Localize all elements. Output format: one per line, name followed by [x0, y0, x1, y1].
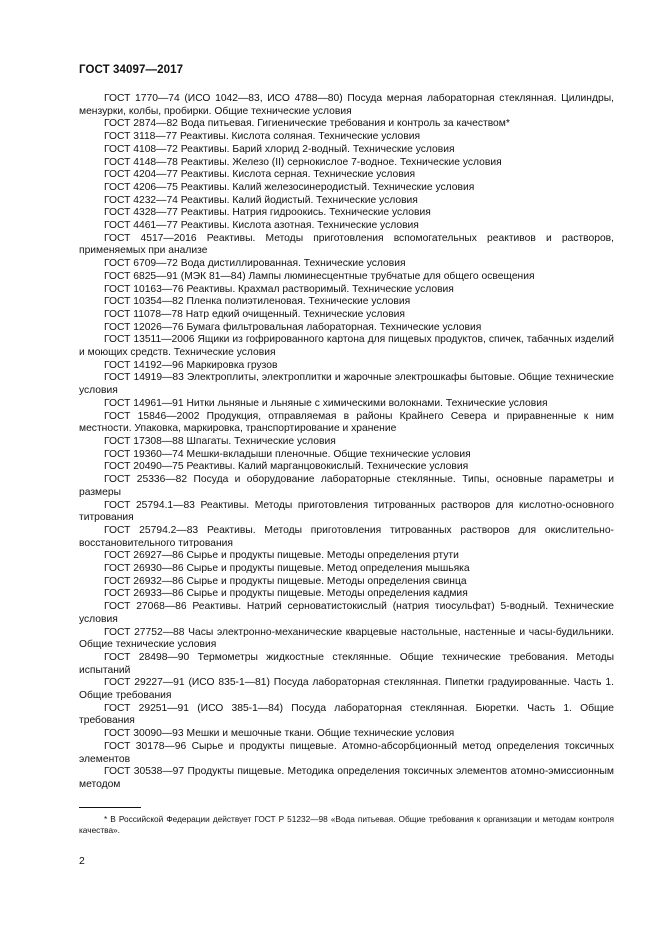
reference-entry: ГОСТ 10163—76 Реактивы. Крахмал растворимый. Технические условия	[104, 283, 454, 295]
reference-entry: ГОСТ 19360—74 Мешки-вкладыши пленочные. Общие технические условия	[104, 448, 471, 460]
reference-entry: ГОСТ 26933—86 Сырье и продукты пищевые. Методы определения кадмия	[104, 588, 468, 600]
reference-entry: ГОСТ 13511—2006 Ящики из гофрированного картона для пищевых продуктов, спичек, табачных изделий и моющих средств. Технические условия	[79, 334, 614, 359]
reference-entry: ГОСТ 12026—76 Бумага фильтровальная лабораторная. Технические условия	[104, 321, 482, 333]
reference-entry: ГОСТ 25794.1—83 Реактивы. Методы приготовления титрованных растворов для кислотно-основного титрования	[79, 499, 614, 524]
reference-entry: ГОСТ 26927—86 Сырье и продукты пищевые. Методы определения ртути	[104, 550, 459, 562]
reference-entry: ГОСТ 17308—88 Шпагаты. Технические условия	[104, 435, 336, 447]
reference-entry: ГОСТ 3118—77 Реактивы. Кислота соляная. Технические условия	[104, 131, 421, 143]
reference-entry: ГОСТ 4148—78 Реактивы. Железо (II) сернокислое 7-водное. Технические условия	[104, 156, 502, 168]
reference-entry: ГОСТ 26932—86 Сырье и продукты пищевые. Методы определения свинца	[104, 575, 467, 587]
reference-entry: ГОСТ 6709—72 Вода дистиллированная. Технические условия	[104, 258, 406, 270]
reference-entry: ГОСТ 14192—96 Маркировка грузов	[104, 359, 278, 371]
document-header: ГОСТ 34097—2017	[79, 64, 184, 76]
reference-entry: ГОСТ 4108—72 Реактивы. Барий хлорид 2-водный. Технические условия	[104, 143, 455, 155]
reference-entry: ГОСТ 1770—74 (ИСО 1042—83, ИСО 4788—80) Посуда мерная лабораторная стеклянная. Цилиндры, мензурки, колбы, пробирки. Общие технические условия	[79, 93, 614, 117]
reference-entry: ГОСТ 4206—75 Реактивы. Калий железосинеродистый. Технические условия	[104, 181, 475, 193]
reference-entry: ГОСТ 4461—77 Реактивы. Кислота азотная. Технические условия	[104, 220, 419, 232]
reference-entry: ГОСТ 6825—91 (МЭК 81—84) Лампы люминесцентные трубчатые для общего освещения	[104, 270, 535, 282]
reference-entry: ГОСТ 27068—86 Реактивы. Натрий серноватистокислый (натрия тиосульфат) 5-водный. Технические условия	[79, 601, 614, 625]
reference-entry: ГОСТ 26930—86 Сырье и продукты пищевые. Метод определения мышьяка	[104, 563, 470, 575]
reference-entry: ГОСТ 14919—83 Электроплиты, электроплитки и жарочные электрошкафы бытовые. Общие технические условия	[79, 372, 614, 397]
footnote: * В Российской Федерации действует ГОСТ Р 51232—98 «Вода питьевая. Общие требования к организации и методам контроля качества».	[79, 814, 614, 835]
reference-entry: ГОСТ 2874—82 Вода питьевая. Гигиенические требования и контроль за качеством*	[104, 118, 510, 130]
reference-entry: ГОСТ 11078—78 Натр едкий очищенный. Технические условия	[104, 308, 406, 320]
reference-entry: ГОСТ 25794.2—83 Реактивы. Методы приготовления титрованных растворов для окислительно-восстановительного титрования	[79, 524, 614, 549]
reference-entry: ГОСТ 29251—91 (ИСО 385-1—84) Посуда лабораторная стеклянная. Бюретки. Часть 1. Общие требования	[79, 702, 614, 727]
page-number: 2	[79, 855, 85, 867]
reference-entry: ГОСТ 30538—97 Продукты пищевые. Методика определения токсичных элементов атомно-эмиссионным методом	[79, 766, 614, 790]
reference-entry: ГОСТ 27752—88 Часы электронно-механические кварцевые настольные, настенные и часы-будильники. Общие технические условия	[79, 626, 614, 651]
reference-entry: ГОСТ 20490—75 Реактивы. Калий марганцовокислый. Технические условия	[104, 461, 469, 473]
reference-entry: ГОСТ 30178—96 Сырье и продукты пищевые. Атомно-абсорбционный метод определения токсичных элементов	[79, 740, 614, 765]
reference-entry: ГОСТ 28498—90 Термометры жидкостные стеклянные. Общие технические требования. Методы испытаний	[79, 651, 614, 676]
reference-entry: ГОСТ 4204—77 Реактивы. Кислота серная. Технические условия	[104, 169, 416, 181]
normative-references-list	[79, 93, 614, 792]
footnote-divider	[79, 807, 141, 808]
reference-entry: ГОСТ 4517—2016 Реактивы. Методы приготовления вспомогательных реактивов и растворов, применяемых при анализе	[79, 232, 614, 257]
reference-entry: ГОСТ 29227—91 (ИСО 835-1—81) Посуда лабораторная стеклянная. Пипетки градуированные. Часть 1. Общие требования	[79, 677, 614, 702]
reference-entry: ГОСТ 14961—91 Нитки льняные и льняные с химическими волокнами. Технические условия	[104, 397, 548, 409]
reference-entry: ГОСТ 10354—82 Пленка полиэтиленовая. Технические условия	[104, 296, 411, 308]
reference-entry: ГОСТ 25336—82 Посуда и оборудование лабораторные стеклянные. Типы, основные параметры и размеры	[79, 474, 614, 498]
reference-entry: ГОСТ 30090—93 Мешки и мешочные ткани. Общие технические условия	[104, 728, 455, 740]
reference-entry: ГОСТ 4232—74 Реактивы. Калий йодистый. Технические условия	[104, 194, 418, 206]
reference-entry: ГОСТ 4328—77 Реактивы. Натрия гидроокись. Технические условия	[104, 207, 431, 219]
reference-entry: ГОСТ 15846—2002 Продукция, отправляемая в районы Крайнего Севера и приравненные к ним местности. Упаковка, маркировка, транспортирование и хранение	[79, 410, 614, 435]
